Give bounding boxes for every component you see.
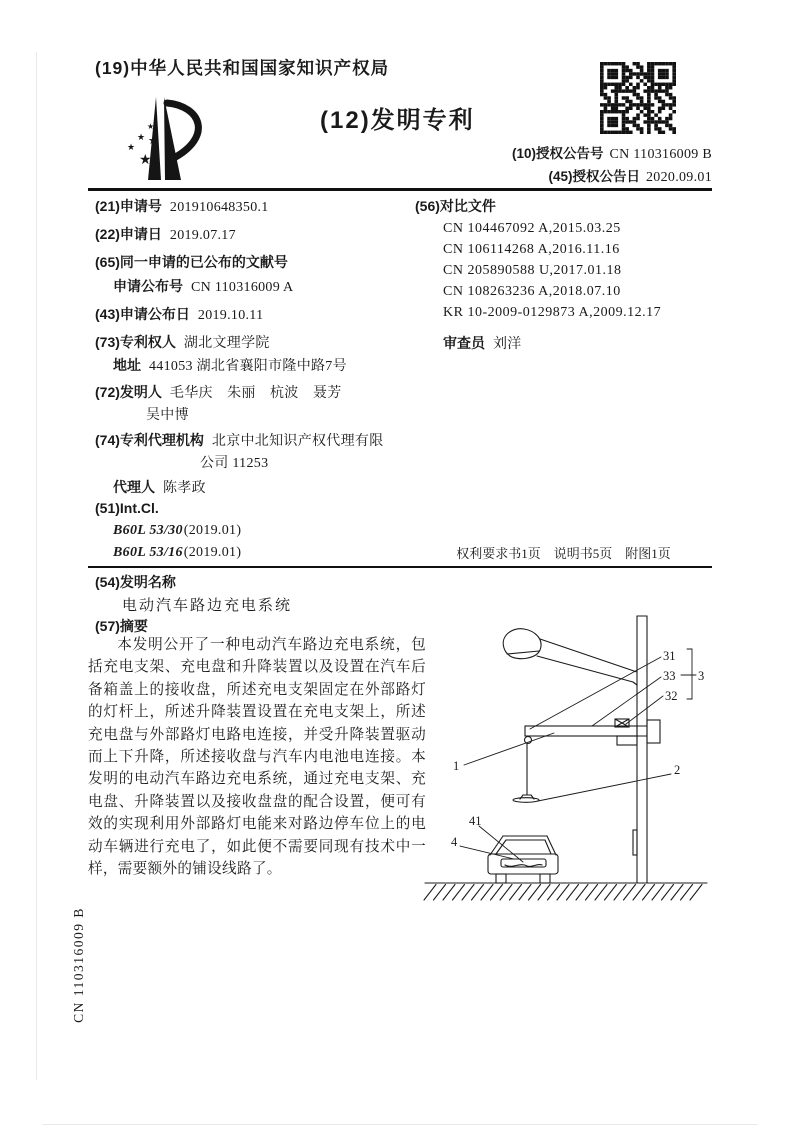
ground (424, 883, 707, 900)
intcl-year-2: (2019.01) (183, 545, 242, 560)
patentee-value: 湖北文理学院 (183, 336, 270, 351)
publication-date-value: 2019.10.11 (197, 308, 264, 323)
intcl-code-2: B60L 53/16 (113, 545, 183, 560)
leader-lines (460, 649, 696, 862)
grant-number-line (512, 142, 712, 163)
field-patentee (95, 332, 270, 352)
application-number-label: (21)申请号 (95, 198, 162, 214)
examiner-label: 审查员 (443, 335, 485, 351)
field-inventors-cont (146, 404, 189, 424)
svg-text:★: ★ (139, 153, 152, 168)
figure-label-4: 4 (451, 835, 458, 849)
field-agency (95, 430, 384, 450)
figure-label-31: 31 (663, 649, 676, 663)
office-name: (19)中华人民共和国国家知识产权局 (95, 58, 390, 78)
intcl-entry-2 (113, 545, 241, 561)
application-date-label: (22)申请日 (95, 226, 162, 242)
field-agency-cont (200, 452, 268, 472)
invention-title-label: (54)发明名称 (95, 574, 176, 590)
grant-number-value: CN 110316009 B (609, 147, 712, 162)
publication-number-value: CN 110316009 A (191, 280, 294, 295)
citation-5: KR 10-2009-0129873 A,2009.12.17 (443, 305, 662, 320)
field-address (113, 355, 347, 375)
figure-label-41: 41 (469, 814, 482, 828)
agent-value: 陈孝政 (163, 481, 206, 496)
intcl-code-1: B60L 53/30 (113, 523, 183, 538)
svg-text:★: ★ (127, 142, 136, 152)
citation-1: CN 104467092 A,2015.03.25 (443, 221, 621, 236)
application-date-value: 2019.07.17 (169, 228, 236, 243)
abstract-text: 本发明公开了一种电动汽车路边充电系统，包括充电支架、充电盘和升降装置以及设置在汽车后备箱盖上的接收盘，所述充电支架固定在外部路灯的灯杆上，所述升降装置设置在充电支架上，所述充电盘与外部路灯电路电连接，并受升降装置驱动而上下升降，所述接收盘与汽车内电池电连接。本发明的电动汽车路边充电系统，通过充电支架、充电盘、升降装置以及接收盘盘的配合设置，便可有效的实现利用外部路灯电能来对路边停车位上的电动车辆进行充电了，如此便不需要同现有技术中一样，需要额外的铺设线路了。 (88, 637, 426, 878)
grant-date-label: (45)授权公告日 (548, 169, 640, 184)
charging-bracket-arm (525, 720, 661, 745)
doc-type-title: (12)发明专利 (320, 107, 475, 134)
prior-publication-label: (65)同一申请的已公布的文献号 (95, 254, 288, 270)
address-value: 441053 湖北省襄阳市隆中路7号 (149, 359, 347, 374)
figure-labels (451, 649, 704, 849)
grant-date-line (548, 165, 712, 186)
intcl-entry-1 (113, 523, 241, 539)
scan-edge-bottom (42, 1124, 758, 1125)
inventors-label: (72)发明人 (95, 384, 162, 400)
publication-date-label: (43)申请公布日 (95, 306, 190, 322)
sidebar-document-number: CN 110316009 B (71, 907, 86, 1023)
intcl-label: (51)Int.Cl. (95, 500, 159, 516)
field-prior-publication (95, 252, 296, 272)
svg-text:★: ★ (148, 135, 158, 147)
inventors-line2: 吴中博 (146, 408, 189, 423)
pages-info: 权利要求书1页 说明书5页 附图1页 (456, 546, 671, 561)
field-examiner (443, 333, 522, 353)
lamp-pole (633, 616, 647, 883)
examiner-value: 刘洋 (493, 337, 522, 352)
figure-label-1: 1 (453, 759, 460, 773)
figure-label-32: 32 (665, 689, 678, 703)
section-divider (88, 566, 712, 568)
citation-2: CN 106114268 A,2016.11.16 (443, 242, 620, 257)
field-inventors (95, 382, 342, 402)
intcl-year-1: (2019.01) (183, 523, 242, 538)
ground-hatching (424, 885, 702, 901)
abstract-label: (57)摘要 (95, 618, 148, 634)
figure-label-2: 2 (674, 763, 681, 777)
agent-label: 代理人 (113, 479, 155, 495)
address-label: 地址 (113, 357, 141, 373)
qr-code-icon (600, 62, 676, 134)
charging-plate (513, 743, 539, 802)
patent-figure (420, 598, 710, 910)
field-agent (113, 477, 206, 497)
figure-label-3: 3 (698, 669, 705, 683)
scan-edge-left (36, 52, 37, 1080)
lamp-head (503, 629, 541, 659)
citation-3: CN 205890588 U,2017.01.18 (443, 263, 622, 278)
invention-title: 电动汽车路边充电系统 (122, 598, 293, 614)
grant-number-label: (10)授权公告号 (512, 146, 604, 161)
citation-4: CN 108263236 A,2018.07.10 (443, 284, 621, 299)
agency-line2: 公司 11253 (200, 456, 269, 471)
figure-label-33: 33 (663, 669, 676, 683)
field-application-number (95, 196, 269, 216)
grant-date-value: 2020.09.01 (646, 170, 712, 185)
cnipa-logo-icon (103, 92, 233, 188)
header-divider (88, 188, 712, 191)
field-publication-number (113, 276, 293, 296)
patentee-label: (73)专利权人 (95, 334, 176, 350)
publication-number-label: 申请公布号 (113, 278, 183, 294)
agency-line1: 北京中北知识产权代理有限 (211, 434, 384, 449)
field-intcl (95, 500, 167, 518)
citations-label: (56)对比文件 (415, 198, 496, 214)
car (488, 836, 558, 883)
agency-label: (74)专利代理机构 (95, 432, 204, 448)
application-number-value: 201910648350.1 (169, 200, 269, 215)
field-publication-date (95, 304, 263, 324)
svg-text:★: ★ (137, 132, 146, 142)
inventors-line1: 毛华庆 朱丽 杭波 聂芳 (169, 386, 342, 401)
svg-text:★: ★ (147, 122, 155, 131)
field-application-date (95, 224, 236, 244)
field-citations (415, 196, 504, 216)
